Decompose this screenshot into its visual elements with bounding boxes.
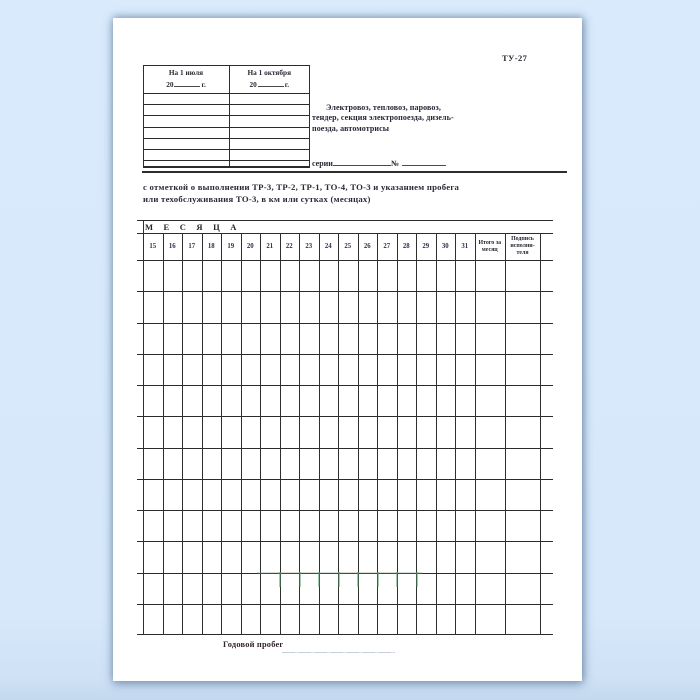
date-summary-table [143, 65, 310, 169]
watermark-dash [416, 572, 418, 587]
year-suffix: г. [201, 79, 206, 89]
date-header-year-line [144, 78, 228, 90]
date-header-year-line [230, 78, 309, 90]
form-code: ТУ-27 [502, 53, 528, 63]
date-table-hline [143, 138, 310, 139]
day-header-cell: 24 [324, 243, 332, 250]
grid-vline [260, 233, 261, 635]
grid-vline [241, 233, 242, 635]
grid-hline [137, 385, 553, 386]
watermark-dash [338, 572, 340, 587]
grid-bottom-border [137, 634, 553, 636]
day-header-cell: 16 [168, 243, 176, 250]
day-header-cell: 27 [383, 243, 391, 250]
day-header-cell: 25 [344, 243, 352, 250]
day-header-cell: 23 [305, 243, 313, 250]
locomotive-types-text [312, 103, 474, 134]
day-header-cell: 20 [246, 243, 254, 250]
date-table-bottom-border [143, 166, 310, 168]
grid-hline [137, 260, 553, 261]
day-header-cell: 30 [441, 243, 449, 250]
totals-header-cell [475, 233, 506, 260]
year-prefix: 20 [166, 79, 174, 89]
series-blank [333, 156, 391, 166]
watermark-dash [318, 572, 320, 587]
grid-vline [475, 233, 476, 635]
watermark-dash [396, 572, 398, 587]
grid-hline [137, 291, 553, 292]
day-header-cell: 17 [188, 243, 196, 250]
day-header-cell: 18 [207, 243, 215, 250]
maintenance-calendar-grid [137, 220, 553, 636]
watermark-dash [377, 572, 379, 587]
annual-mileage-label [223, 640, 283, 649]
annual-mileage-text: Годовой пробег [223, 640, 284, 649]
grid-hline [137, 510, 553, 511]
day-header-cell: 28 [402, 243, 410, 250]
year-blank [174, 78, 200, 87]
date-table-hline [143, 115, 310, 116]
grid-hline [137, 604, 553, 605]
locomotive-types-line: поезда, автомотрисы [312, 123, 390, 133]
date-table-hline [143, 160, 310, 161]
grid-vline [436, 233, 437, 635]
annual-mileage-blank [282, 652, 395, 653]
date-table-hline [143, 149, 310, 150]
form-paper [113, 18, 582, 681]
grid-hline [137, 541, 553, 542]
date-header-title: На 1 октября [247, 68, 292, 77]
day-header-cell: 15 [149, 243, 157, 250]
watermark-dash [299, 572, 301, 587]
number-blank [402, 156, 446, 166]
year-blank [258, 78, 284, 87]
grid-hline [137, 354, 553, 355]
grid-hline [137, 479, 553, 480]
note-text [143, 182, 567, 206]
horizontal-rule [142, 171, 567, 173]
date-header-cell [230, 68, 309, 89]
watermark-dash [357, 572, 359, 587]
grid-hline [137, 448, 553, 449]
grid-top-rule [137, 220, 553, 221]
date-table-hline [143, 127, 310, 128]
date-table-vline [309, 65, 310, 168]
date-table-hline [143, 93, 310, 94]
date-header-cell [144, 68, 228, 89]
signature-header-line: исполни- [510, 243, 535, 249]
date-table-hline [143, 65, 310, 66]
series-label: серии [312, 159, 333, 168]
date-header-title: На 1 июля [168, 68, 204, 77]
watermark-dash [279, 572, 281, 587]
day-header-cell: 21 [266, 243, 274, 250]
grid-vline [505, 233, 506, 635]
grid-vline [455, 233, 456, 635]
signature-header-line: теля [516, 250, 529, 256]
grid-vline [540, 233, 541, 635]
totals-header-line: Итого за [478, 239, 502, 246]
series-number-line [312, 156, 446, 168]
locomotive-types-line: Электровоз, тепловоз, паровоз, [326, 103, 441, 112]
grid-hline [137, 323, 553, 324]
watermark-smear [257, 572, 422, 573]
grid-vline [163, 233, 164, 635]
locomotive-types-line: тендер, секция электропоезда, дизель- [312, 113, 454, 123]
totals-header-line: месяц [481, 246, 498, 253]
grid-hline [137, 416, 553, 417]
year-prefix: 20 [249, 79, 257, 89]
year-suffix: г. [284, 79, 290, 89]
day-header-cell: 26 [363, 243, 371, 250]
day-header-cell: 19 [227, 243, 235, 250]
number-label: № [390, 159, 399, 168]
signature-header-cell [505, 233, 540, 260]
grid-vline [182, 233, 183, 635]
day-header-cell: 29 [422, 243, 430, 250]
grid-vline [143, 220, 144, 635]
grid-vline [202, 233, 203, 635]
signature-header-line: Подпись [511, 236, 534, 242]
grid-vline [221, 233, 222, 635]
day-header-cell: 31 [461, 243, 469, 250]
date-table-hline [143, 104, 310, 105]
day-header-cell: 22 [285, 243, 293, 250]
note-line: с отметкой о выполнении ТР-3, ТР-2, ТР-1, ТО-4, ТО-3 и указанием пробега [143, 182, 460, 192]
months-label: М Е С Я Ц А [145, 221, 241, 232]
note-line: или техобслуживания ТО-3, в км или сутках (месяцах) [143, 193, 371, 204]
